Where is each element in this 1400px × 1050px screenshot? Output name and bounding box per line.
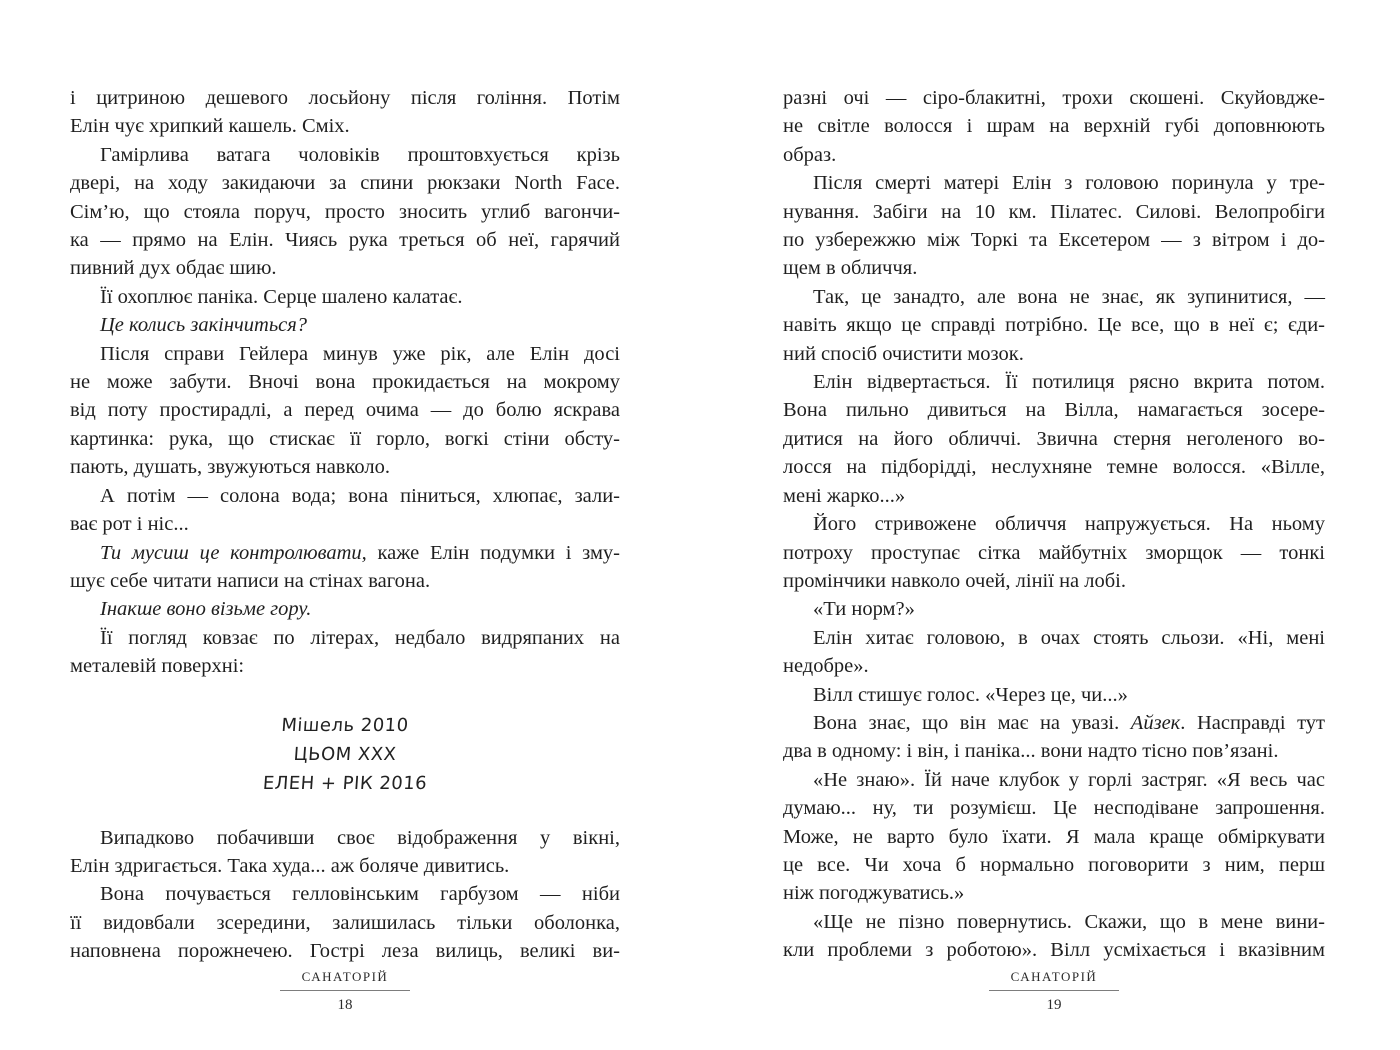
text-line: Елін хитає головою, в очах стоять сльози. «Ні, мені (813, 626, 1325, 649)
text-line: не може забути. Вночі вона прокидається на мокрому (70, 371, 620, 394)
text-line: думаю... ну, ти розумієш. Це несподіване запрошення. (783, 797, 1325, 820)
text-line: дитися на його обличчі. Звична стерня неголеного во- (783, 427, 1325, 450)
text-line: ває рот і ніс... (70, 513, 189, 536)
page-body (70, 84, 620, 966)
page-right (700, 0, 1400, 1050)
text-line: пивний дух обдає шию. (70, 257, 277, 280)
footer-rule (280, 990, 410, 991)
text-line: по узбережжю між Торкі та Ексетером — з вітром і до- (783, 229, 1325, 252)
text-line: Елін чує хрипкий кашель. Сміх. (70, 115, 350, 138)
page-footer (70, 969, 620, 1014)
text-line: Її погляд ковзає по літерах, недбало видряпаних на (100, 626, 620, 649)
text-line: лосся на підборідді, неслухняне темне волосся. «Вілле, (783, 456, 1325, 479)
text-line: Його стривожене обличчя напружується. На ньому (813, 513, 1325, 536)
text-line: Це колись закінчиться? (100, 314, 308, 337)
text-line: Так, це занадто, але вона не знає, як зупинитися, — (813, 285, 1325, 308)
text-line: ний спосіб очистити мозок. (783, 342, 1024, 365)
graffiti-line: ЦЬОМ ХХХ (292, 743, 398, 765)
italic-run: Айзек (1130, 711, 1181, 734)
text-line: Вона пильно дивиться на Вілла, намагається зосере- (783, 399, 1325, 422)
text-line: А потім — солона вода; вона піниться, хлюпає, зали- (100, 484, 620, 507)
page-number: 18 (337, 997, 353, 1013)
text-line: Елін відвертається. Її потилиця рясно вкрита потом. (813, 371, 1325, 394)
footer-rule (989, 990, 1119, 991)
text-line: «Ти норм?» (813, 598, 915, 621)
text-line: Сім’ю, що стояла поруч, просто зносить углиб вагончи- (70, 200, 620, 223)
page-footer (783, 969, 1325, 1014)
text-line: наповнена порожнечею. Гострі леза вилиць, великі ви- (70, 940, 620, 963)
text-line: шує себе читати написи на стінах вагона. (70, 569, 431, 592)
running-title: САНАТОРІЙ (1010, 969, 1098, 984)
text-run: . Насправді тут (1180, 711, 1326, 734)
text-line: разні очі — сіро-блакитні, трохи скошені. Скуйовдже- (783, 87, 1325, 109)
text-line: потроху проступає сітка майбутніх зморщок — тонкі (783, 541, 1325, 564)
text-line: Інакше воно візьме гору. (100, 598, 312, 621)
page-number: 19 (1046, 997, 1062, 1013)
text-line: «Не знаю». Їй наче клубок у горлі застряг. «Я весь час (813, 768, 1325, 791)
text-line: Вона почувається гелловінським гарбузом — ніби (100, 883, 620, 906)
text-line: Випадково побачивши своє відображення у вікні, (100, 826, 620, 849)
text-line: пають, душать, звужуються навколо. (70, 456, 390, 479)
text-line: металевій поверхні: (70, 655, 245, 678)
text-line (783, 709, 1325, 737)
text-line: ніж погоджуватись.» (783, 882, 965, 905)
page-body (783, 84, 1325, 965)
text-line: мені жарко...» (783, 484, 906, 507)
graffiti-line: Мішель 2010 (280, 714, 410, 736)
text-line: двері, на ходу закидаючи за спини рюкзаки North Face. (70, 172, 620, 195)
running-title: САНАТОРІЙ (301, 969, 389, 984)
text-line: щем в обличчя. (783, 257, 918, 280)
text-line: образ. (783, 143, 837, 166)
text-line: недобре». (783, 655, 869, 678)
text-line: два в одному: і він, і паніка... вони надто тісно пов’язані. (783, 740, 1279, 763)
text-line: не світле волосся і шрам на верхній губі доповнюють (783, 115, 1325, 138)
text-line: промінчики навколо очей, лінії на лобі. (783, 569, 1126, 592)
text-line: її видовбали зсередини, залишилась тільки оболонка, (70, 911, 620, 934)
graffiti-line: ЕЛЕН + РІК 2016 (262, 772, 428, 794)
text-line (70, 539, 620, 567)
text-line: нування. Забіги на 10 км. Пілатес. Силові. Велопробіги (783, 200, 1325, 223)
text-line: Після смерті матері Елін з головою поринула у тре- (813, 172, 1325, 195)
text-line: навіть якщо це справді потрібно. Це все, що в неї є; єди- (783, 314, 1325, 337)
text-line: Вілл стишує голос. «Через це, чи...» (813, 683, 1128, 706)
italic-run: Ти мусиш це контролювати, (100, 541, 367, 564)
text-line: Після справи Гейлера минув уже рік, але Елін досі (100, 342, 620, 365)
text-line: «Ще не пізно повернутись. Скажи, що в мене вини- (813, 910, 1325, 933)
text-line: від поту простирадлі, а перед очима — до болю яскрава (70, 399, 620, 422)
text-line: Гамірлива ватага чоловіків проштовхується крізь (100, 143, 620, 166)
text-run: Вона знає, що він має на увазі. (813, 711, 1131, 734)
text-line: картинка: рука, що стискає її горло, вогкі стіни обсту- (70, 427, 620, 450)
text-line: Елін здригається. Така худа... аж боляче дивитись. (70, 854, 510, 877)
text-line: і цитриною дешевого лосьйону після гоління. Потім (70, 87, 620, 109)
text-line: Може, не варто було їхати. Я мала краще обміркувати (783, 825, 1325, 848)
text-line: кли проблеми з роботою». Вілл усміхається і вказівним (783, 939, 1325, 962)
text-line: Її охоплює паніка. Серце шалено калатає. (100, 285, 463, 308)
text-run: каже Елін подумки і зму- (366, 541, 621, 564)
text-line: це все. Чи хоча б нормально поговорити з ним, перш (783, 853, 1325, 876)
graffiti-scrawl (70, 711, 620, 798)
text-line: ка — прямо на Елін. Чиясь рука треться об неї, гарячий (70, 229, 620, 252)
